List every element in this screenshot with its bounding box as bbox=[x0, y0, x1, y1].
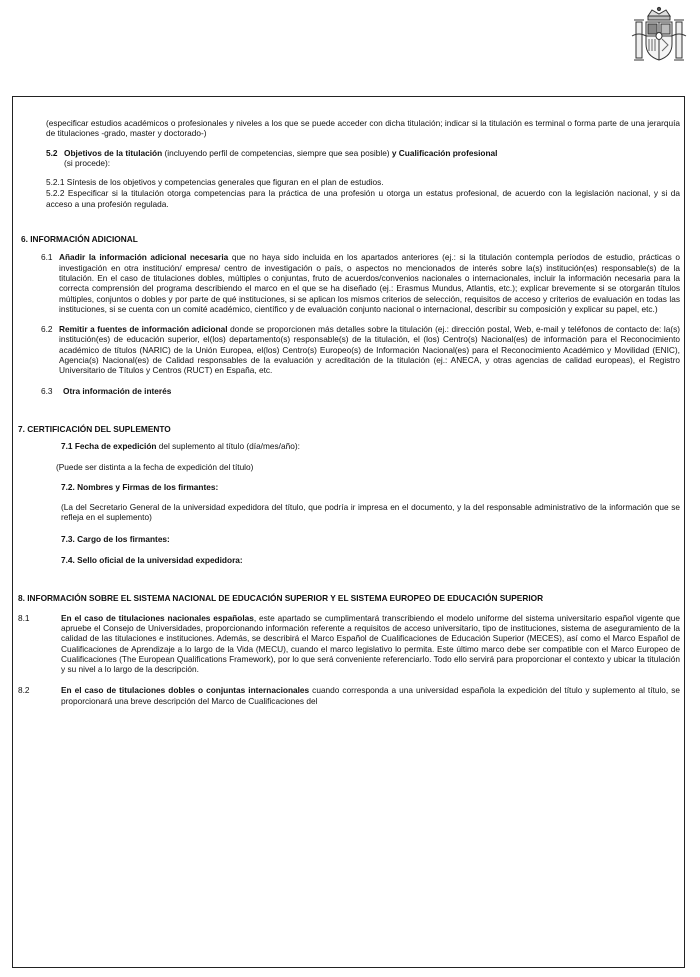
section-text: (si procede): bbox=[64, 157, 111, 168]
section-text: , este apartado se cumplimentará transcribiendo el modelo uniforme del sistema universitario español vigente que apruebe el Consejo de Universidades, proporcionando información referente a requisitos de acceso universitario, tipo de instituciones, sistema de aseguramiento de la calidad de las titulaciones e instituciones. Además, se describirá el Marco Español de Cualificaciones de Educación Superior (MECES), así como el Marco Español de Cualificaciones de Aprendizaje a lo largo de la Vida (MECU), cuando el marco legislativo lo permita. Este último marco debe ser compatible con el Marco Europeo de Cualificaciones (The European Qualifications Framework), por lo que será conveniente referenciarlo. Todo ello servirá para proporcionar el contexto y ubicar la titulación y su nivel a lo largo de la descripción. bbox=[61, 612, 680, 675]
section-7-1 bbox=[18, 441, 680, 451]
section-7-1-note: (Puede ser distinta a la fecha de expedición del título) bbox=[56, 461, 254, 472]
section-number: 6.2 bbox=[41, 324, 53, 335]
intro-paragraph: (especificar estudios académicos o profesionales y niveles a los que se puede acceder con dicha titulación; indicar si la titulación es terminal o forma parte de una jerarquía de titulaciones -grado, master y doctorado-) bbox=[46, 118, 680, 139]
section-7-2: 7.2. Nombres y Firmas de los firmantes: bbox=[61, 481, 219, 492]
section-number: 5.2 bbox=[46, 147, 58, 158]
section-6-2 bbox=[18, 324, 680, 375]
section-heading: Remitir a fuentes de información adicional bbox=[59, 324, 228, 335]
section-text: que no haya sido incluida en los apartados anteriores (ej.: si la titulación contempla períodos de estudio, prácticas o investigación en otra institución/ empresa/ centro de investigación o país, o aspectos no mencionados de interés sobre la(s) institución(es) responsable(s) de la titulación. En el caso de titulaciones dobles, múltiples o conjuntas, fruto de acuerdos/convenios nacionales o internacionales, incluir la información necesaria para la correcta comprensión del programa describiendo el marco en el que se ha diseñado (ej.: Erasmus Mundus, Atlantis, etc.); explicar brevemente si se otorgarán títulos múltiples, conjuntos o dobles y por parte de qué instituciones, si se aplican los mismos criterios de selección, requisitos de acceso y criterios de evaluación en todas las instituciones, si se cuenta con un comité académico, científico y de evaluación conjunto nacional o internacional, describir su composición y explicar su papel, etc.) bbox=[59, 252, 680, 314]
section-number: 8.2 bbox=[18, 685, 30, 696]
section-6-title: 6. INFORMACIÓN ADICIONAL bbox=[21, 234, 138, 245]
section-8-title: 8. INFORMACIÓN SOBRE EL SISTEMA NACIONAL DE EDUCACIÓN SUPERIOR Y EL SISTEMA EUROPEO DE EDUCACIÓN SUPERIOR bbox=[18, 593, 544, 604]
section-6-1 bbox=[18, 252, 680, 314]
document-body bbox=[18, 118, 680, 706]
section-8-1 bbox=[18, 613, 680, 675]
section-5-2-1: 5.2.1 Síntesis de los objetivos y competencias generales que figuran en el plan de estudios. bbox=[46, 177, 384, 188]
section-heading: y Cualificación profesional bbox=[391, 147, 498, 158]
section-heading: Añadir la información adicional necesaria bbox=[59, 252, 229, 263]
section-number: 6.1 bbox=[41, 252, 53, 263]
section-text: donde se proporcionen más detalles sobre la titulación (ej.: dirección postal, Web, e-mail y teléfonos de contacto de: la(s) institución(es) de educación superior, el(los) departamento(s) responsable(s) de la titulación, el (los) Centro(s) Nacional(es) de información para el Reconocimiento académico de títulos (NARIC) de la Unión Europea, el(los) Centro(s) Europeo(s) de Información Nacional(es) para el Reconocimiento Académico y Movilidad (ENIC), Agencia(s) Nacional(es) de Calidad responsables de la evaluación y acreditación de la titulación (ej.: ANECA, y otras agencias de calidad europeas), el Registro Universitario de Títulos y Centros (RUCT) en España, etc. bbox=[59, 324, 680, 376]
section-number: 6.3 bbox=[41, 385, 53, 396]
section-text: cuando corresponda a una universidad española la expedición del título y suplemento al título, se proporcionará una breve descripción del Marco de Cualificaciones del bbox=[61, 685, 680, 706]
section-heading: Objetivos de la titulación bbox=[64, 147, 163, 158]
section-heading: 7.1 Fecha de expedición bbox=[61, 441, 157, 452]
section-text: (incluyendo perfil de competencias, siempre que sea posible) bbox=[162, 147, 392, 158]
section-heading: Otra información de interés bbox=[63, 385, 172, 396]
section-7-title: 7. CERTIFICACIÓN DEL SUPLEMENTO bbox=[18, 423, 171, 434]
spain-coat-of-arms-icon bbox=[630, 6, 688, 64]
section-7-3: 7.3. Cargo de los firmantes: bbox=[61, 533, 170, 544]
section-7-2-note: (La del Secretario General de la universidad expedidora del título, que podría ir impresa en el documento, y la del responsable administrativo de la información que se refleja en el suplemento) bbox=[61, 502, 680, 523]
section-5-2 bbox=[18, 148, 680, 169]
section-7-4: 7.4. Sello oficial de la universidad expedidora: bbox=[61, 555, 243, 566]
section-6-3 bbox=[18, 386, 680, 396]
section-text: del suplemento al título (día/mes/año): bbox=[156, 441, 300, 452]
section-8-2 bbox=[18, 685, 680, 706]
section-number: 8.1 bbox=[18, 612, 30, 623]
section-heading: En el caso de titulaciones nacionales españolas bbox=[61, 612, 254, 623]
section-heading: En el caso de titulaciones dobles o conjuntas internacionales bbox=[61, 685, 310, 696]
section-5-2-2: 5.2.2 Especificar si la titulación otorga competencias para la práctica de una profesión u otorga un estatus profesional, de acuerdo con la legislación nacional, y si da acceso a una profesión regulada. bbox=[46, 188, 680, 209]
